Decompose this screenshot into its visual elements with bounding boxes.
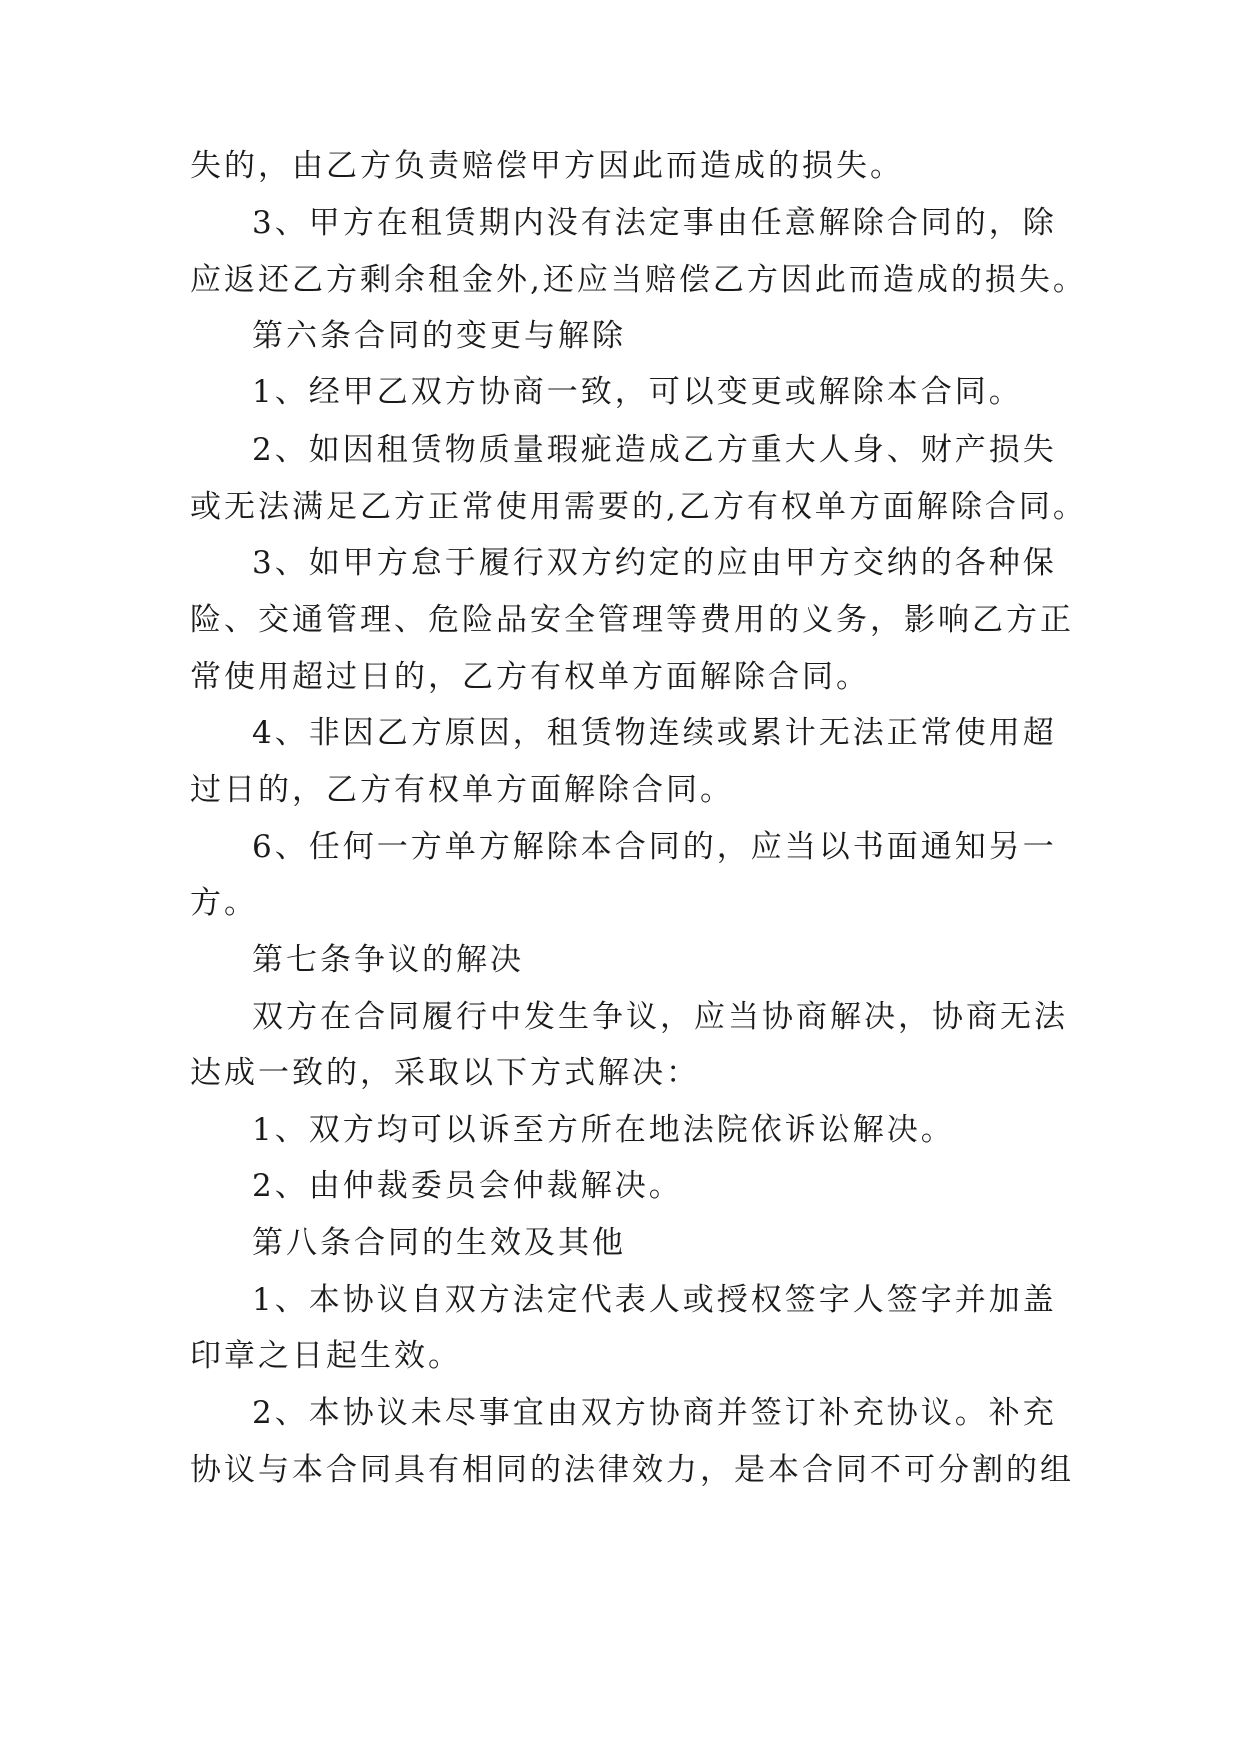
section-heading: 第八条合同的生效及其他 [252,1225,626,1261]
section-heading: 第六条合同的变更与解除 [252,318,626,354]
text-line: 4、非因乙方原因，租赁物连续或累计无法正常使用超 [252,715,1057,751]
text-line: 应返还乙方剩余租金外,还应当赔偿乙方因此而造成的损失。 [190,262,1087,298]
text-line: 2、由仲裁委员会仲裁解决。 [252,1168,683,1204]
text-line: 2、如因租赁物质量瑕疵造成乙方重大人身、财产损失 [252,432,1057,468]
text-line: 6、任何一方单方解除本合同的，应当以书面通知另一 [252,829,1057,865]
text-line: 印章之日起生效。 [190,1338,462,1374]
text-line: 或无法满足乙方正常使用需要的,乙方有权单方面解除合同。 [190,489,1087,525]
text-line: 双方在合同履行中发生争议，应当协商解决，协商无法 [252,999,1068,1035]
text-line: 常使用超过日的，乙方有权单方面解除合同。 [190,659,870,695]
text-line: 1、双方均可以诉至方所在地法院依诉讼解决。 [252,1112,955,1148]
text-line: 失的，由乙方负责赔偿甲方因此而造成的损失。 [190,148,904,184]
text-line: 达成一致的，采取以下方式解决： [190,1055,700,1091]
text-line: 协议与本合同具有相同的法律效力，是本合同不可分割的组 [190,1452,1074,1488]
text-line: 过日的，乙方有权单方面解除合同。 [190,772,734,808]
text-line: 1、经甲乙双方协商一致，可以变更或解除本合同。 [252,374,1023,410]
text-line: 方。 [190,885,258,921]
text-line: 3、甲方在租赁期内没有法定事由任意解除合同的，除 [252,205,1057,241]
section-heading: 第七条争议的解决 [252,942,524,978]
text-line: 2、本协议未尽事宜由双方协商并签订补充协议。补充 [252,1395,1057,1431]
text-line: 险、交通管理、危险品安全管理等费用的义务，影响乙方正 [190,602,1074,638]
text-line: 1、本协议自双方法定代表人或授权签字人签字并加盖 [252,1282,1057,1318]
text-line: 3、如甲方怠于履行双方约定的应由甲方交纳的各种保 [252,545,1057,581]
